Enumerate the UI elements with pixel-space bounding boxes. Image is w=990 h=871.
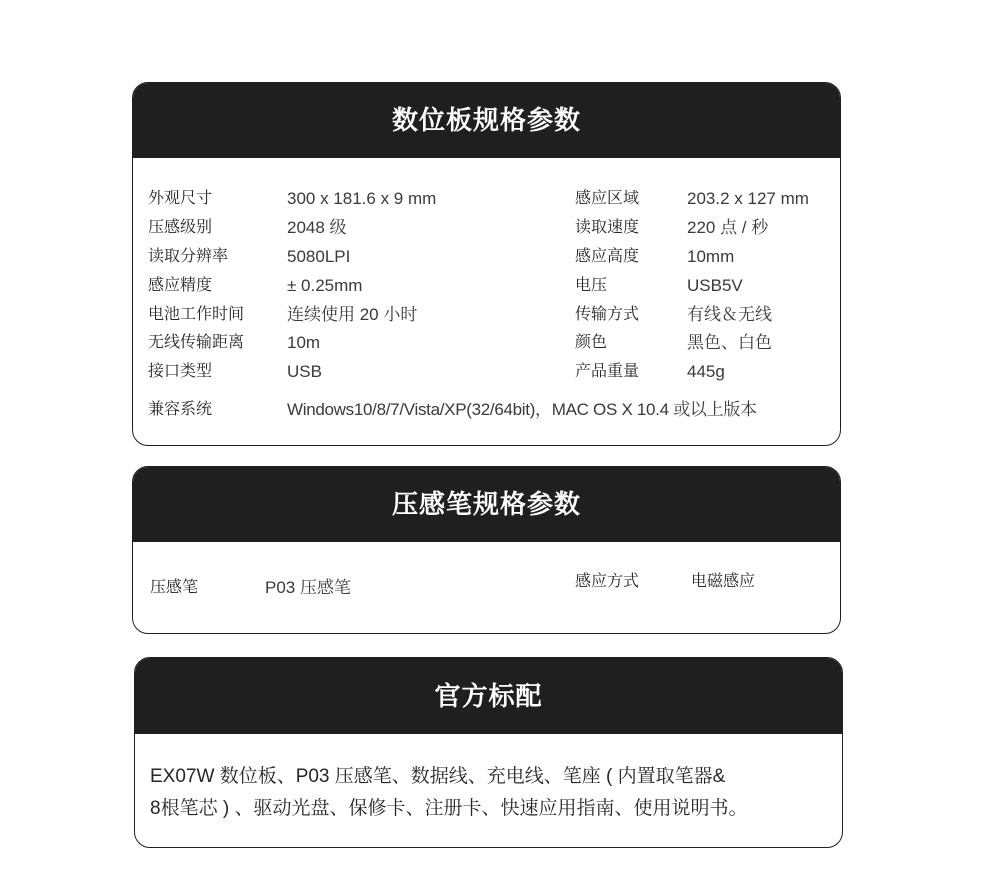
spec-value: 黑色、白色	[687, 333, 772, 352]
tablet-spec-title: 数位板规格参数	[133, 83, 840, 158]
spec-label: 压感级别	[148, 219, 213, 236]
spec-value: 2048 级	[287, 218, 347, 237]
spec-value: 5080LPI	[287, 247, 351, 266]
spec-value: 电磁感应	[691, 573, 756, 590]
compat-label: 兼容系统	[148, 401, 213, 418]
spec-label: 产品重量	[575, 363, 640, 380]
spec-value: P03 压感笔	[265, 578, 351, 597]
package-contents-line-2: 8根笔芯 ) 、驱动光盘、保修卡、注册卡、快速应用指南、使用说明书。	[150, 798, 748, 819]
tablet-spec-card	[132, 82, 841, 446]
spec-label: 颜色	[575, 334, 608, 351]
spec-label: 外观尺寸	[148, 190, 213, 207]
spec-label: 传输方式	[575, 306, 640, 323]
spec-value: USB5V	[687, 276, 743, 295]
spec-value: 10mm	[687, 247, 735, 266]
spec-label: 无线传输距离	[148, 334, 245, 351]
spec-label: 感应方式	[575, 573, 640, 590]
spec-value: 220 点 / 秒	[687, 218, 769, 237]
spec-value: 300 x 181.6 x 9 mm	[287, 189, 437, 208]
spec-label: 压感笔	[150, 579, 199, 596]
pen-spec-title: 压感笔规格参数	[133, 467, 840, 542]
spec-value: ± 0.25mm	[287, 276, 363, 295]
package-contents-line-1: EX07W 数位板、P03 压感笔、数据线、充电线、笔座 ( 内置取笔器&	[150, 766, 726, 787]
spec-label: 感应高度	[575, 248, 640, 265]
spec-value: USB	[287, 362, 322, 381]
spec-value: 连续使用 20 小时	[287, 305, 418, 324]
spec-value: 有线＆无线	[687, 305, 772, 324]
spec-label: 读取分辨率	[148, 248, 229, 265]
spec-value: 445g	[687, 362, 725, 381]
spec-label: 电池工作时间	[148, 306, 245, 323]
spec-label: 电压	[575, 277, 608, 294]
spec-label: 感应区域	[575, 190, 640, 207]
spec-value: 10m	[287, 333, 321, 352]
spec-label: 读取速度	[575, 219, 640, 236]
pen-spec-card	[132, 466, 841, 634]
package-title: 官方标配	[135, 658, 842, 734]
spec-label: 感应精度	[148, 277, 213, 294]
spec-value: 203.2 x 127 mm	[687, 189, 809, 208]
package-card	[134, 657, 843, 848]
compat-value: Windows10/8/7/Vista/XP(32/64bit)，MAC OS X 10.4 或以上版本	[287, 400, 757, 419]
spec-label: 接口类型	[148, 363, 213, 380]
